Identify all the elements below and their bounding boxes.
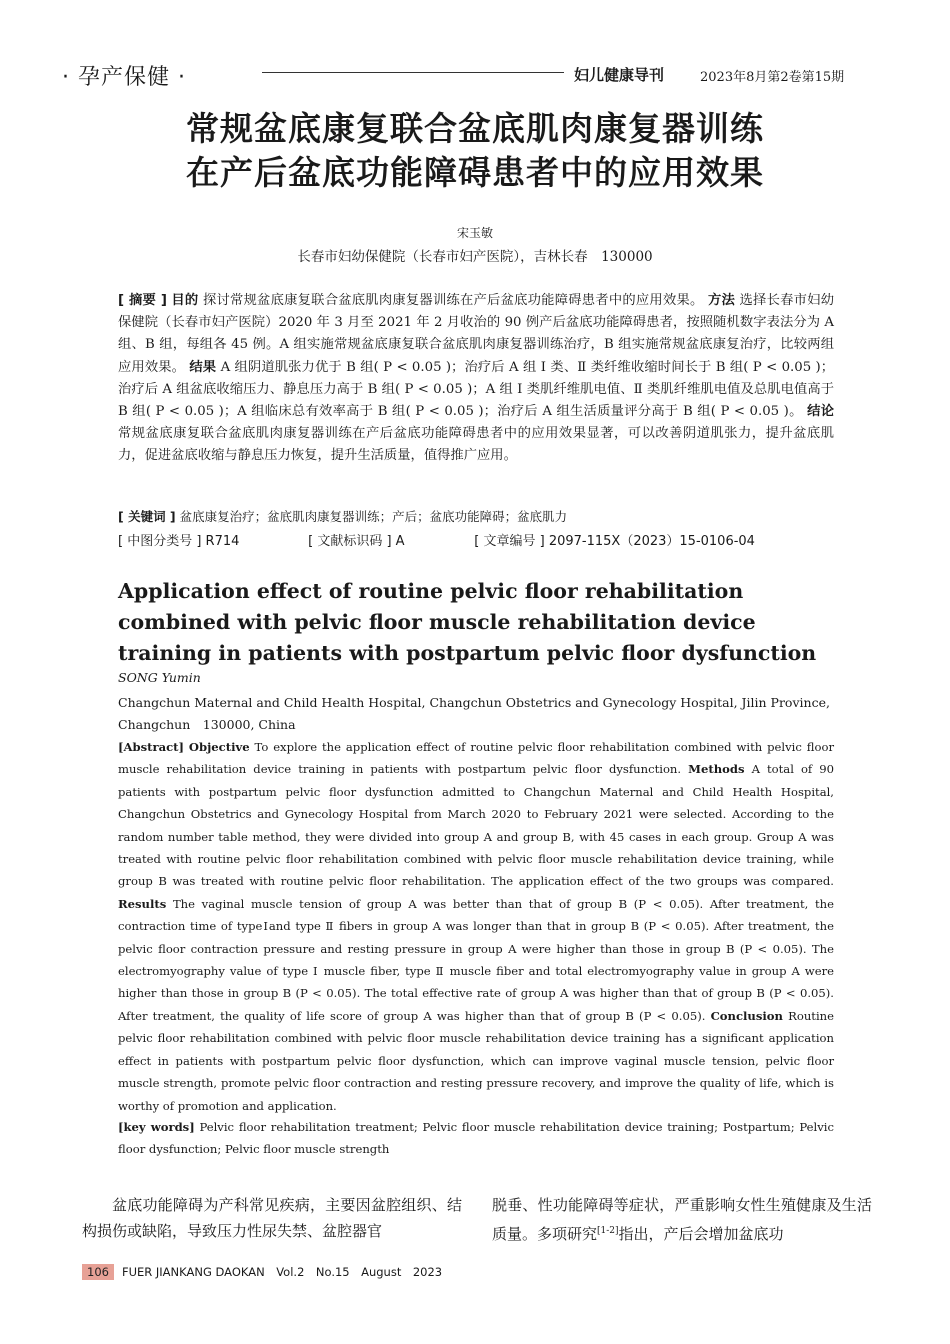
body-right-post: 指出，产后会增加盆底功 [618,1225,784,1243]
body-text-left: 盆底功能障碍为产科常见疾病，主要因盆腔组织、结构损伤或缺陷，导致压力性尿失禁、盆腔器官 [82,1196,462,1240]
methods-cn: 选择长春市妇幼保健院（长春市妇产医院）2020 年 3 月至 2021 年 2 月收治的 90 例产后盆底功能障碍患者，按照随机数字表法分为 A 组、B 组，每组各 45 例。A 组实施常规盆底康复联合盆底肌肉康复器训练治疗，B 组实施常规盆底康复治疗，比较两组应用效果。 [118,293,835,375]
conclusion-en-label: Conclusion [710,1008,783,1023]
methods-en-label: Methods [688,762,745,777]
keywords-en-text: Pelvic floor rehabilitation treatment; Pelvic floor muscle rehabilitation device training; Postpartum; Pelvic floor dysfunction; Pelvic floor muscle strength [118,1120,835,1157]
article-number: [ 文章编号 ] 2097-115X（2023）15-0106-04 [474,534,755,549]
keywords-en-label: [key words] [118,1120,195,1134]
conclusion-en: Routine pelvic floor rehabilitation combined with pelvic floor muscle rehabilitation device training has a significant application effect in patients with postpartum pelvic floor dysfunction, which can improve vaginal muscle tension, pelvic floor muscle strength, promote pelvic floor contraction and resting pressure recovery, and improve the quality of life, which is worthy of promotion and application. [118,1008,834,1113]
abstract-en [118,736,834,1117]
objective-cn-label: 目的 [171,293,199,308]
keywords-cn [118,507,834,525]
affiliation-cn: 长春市妇幼保健院（长春市妇产医院），吉林长春 130000 [297,249,653,265]
clc-number: [ 中图分类号 ] R714 [118,534,240,549]
methods-cn-label: 方法 [708,293,736,308]
title-line-1: 常规盆底康复联合盆底肌肉康复器训练 [186,109,764,148]
body-text-right [492,1192,872,1247]
page-footer [82,1264,442,1280]
objective-cn: 探讨常规盆底康复联合盆底肌肉康复器训练在产后盆底功能障碍患者中的应用效果。 [202,293,704,308]
affiliation-en: Changchun Maternal and Child Health Hospital, Changchun Obstetrics and Gynecology Hospital, Jilin Province, Changchun 130000, China [118,695,830,732]
conclusion-cn-label: 结论 [807,404,835,420]
keywords-en [118,1116,834,1161]
abstract-en-label: [Abstract] [118,740,184,754]
author-en: SONG Yumin [118,670,201,685]
section-label: · 孕产保健 · [62,65,186,90]
objective-en: To explore the application effect of routine pelvic floor rehabilitation combined with pelvic floor muscle rehabilitation device training in patients with postpartum pelvic floor dysfunction. [118,740,834,777]
keywords-cn-label: [ 关键词 ] [118,509,176,524]
article-title [0,107,950,195]
results-en: The vaginal muscle tension of group A was better than that of group B (P < 0.05). After treatment, the contraction time of typeⅠand type Ⅱ fibers in group A was longer than that in group B (P < 0.05). After treatment, the pelvic floor contraction pressure and resting pressure in group A were higher than those in group B (P < 0.05). The electromyography value of type Ⅰ muscle fiber, type Ⅱ muscle fiber and total electromyography value in group A were higher than those in group B (P < 0.05). The total effective rate of group A was higher than that of group B (P < 0.05). After treatment, the quality of life score of group A was higher than that of group B (P < 0.05). [118,896,835,1023]
header-rule [262,72,564,73]
page-number: 106 [82,1264,114,1280]
title-en: Application effect of routine pelvic floor rehabilitation combined with pelvic floor muscle rehabilitation device training in patients with postpartum pelvic floor dysfunction [118,579,817,665]
journal-name: 妇儿健康导刊 [574,66,665,84]
citation-ref: [1-2] [597,1226,619,1236]
body-right-pre: 脱垂、性功能障碍等症状，严重影响女性生殖健康及生活质量。多项研究 [492,1196,872,1243]
results-en-label: Results [118,896,167,911]
issue-info: 2023年8月第2卷第15期 [700,70,845,85]
results-cn-label: 结果 [189,359,217,375]
conclusion-cn: 常规盆底康复联合盆底肌肉康复器训练在产后盆底功能障碍患者中的应用效果显著，可以改善阴道肌张力，提升盆底肌力，促进盆底收缩与静息压力恢复，提升生活质量，值得推广应用。 [118,426,834,464]
keywords-cn-text: 盆底康复治疗；盆底肌肉康复器训练；产后；盆底功能障碍；盆底肌力 [179,509,568,524]
title-line-2: 在产后盆底功能障碍患者中的应用效果 [186,153,764,192]
classification-line [118,530,834,549]
abstract-cn [118,290,834,468]
objective-en-label: Objective [188,740,250,754]
author-cn: 宋玉敏 [456,226,493,240]
methods-en: A total of 90 patients with postpartum pelvic floor dysfunction admitted to Changchun Maternal and Child Health Hospital, Changchun Obstetrics and Gynecology Hospital from March 2020 to February 2021 were selected. According to the random number table method, they were divided into group A and group B, with 45 cases in each group. Group A was treated with routine pelvic floor rehabilitation combined with pelvic floor muscle rehabilitation device training, while group B was treated with routine pelvic floor rehabilitation. The application effect of the two groups was compared. [118,762,835,889]
document-code: [ 文献标识码 ] A [308,534,405,549]
footer-journal: FUER JIANKANG DAOKAN Vol.2 No.15 August 2023 [121,1265,443,1279]
results-cn: A 组阴道肌张力优于 B 组( P < 0.05 )；治疗后 A 组 Ⅰ 类、Ⅱ 类纤维收缩时间长于 B 组( P < 0.05 )；治疗后 A 组盆底收缩压力、静息压力高于 B 组( P < 0.05 )；A 组 Ⅰ 类肌纤维肌电值、Ⅱ 类肌纤维肌电值及总肌电值高于 B 组( P < 0.05 )；A 组临床总有效率高于 B 组( P < 0.05 )；治疗后 A 组生活质量评分高于 B 组( P < 0.05 )。 [118,359,834,420]
abstract-cn-label: [ 摘要 ] [118,293,167,308]
